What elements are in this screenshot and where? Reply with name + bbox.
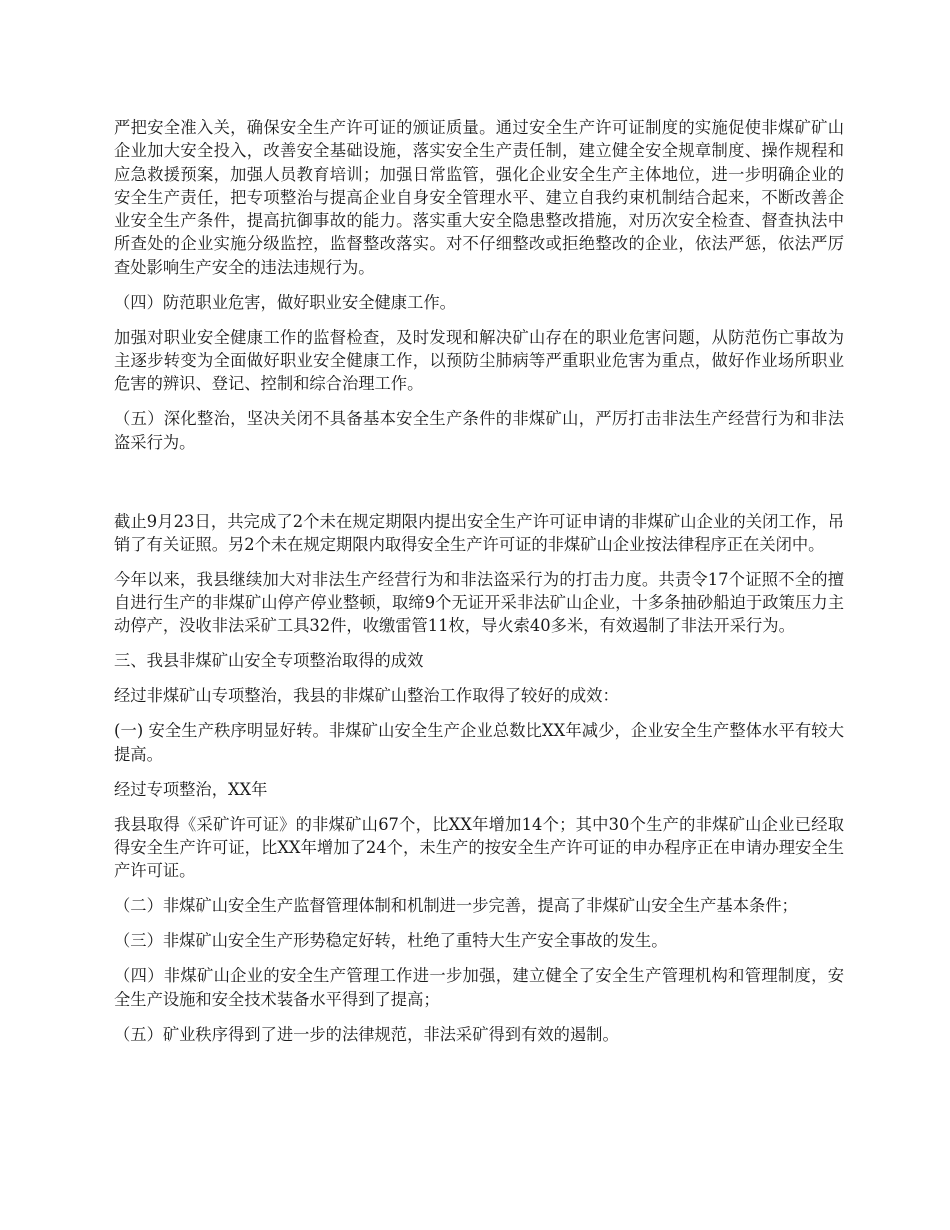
paragraph-result-three: （三）非煤矿山安全生产形势稳定好转，杜绝了重特大生产安全事故的发生。	[114, 931, 668, 951]
paragraph-permits: 我县取得《采矿许可证》的非煤矿山67个，比XX年增加14个；其中30个生产的非煤矿山企业已经取得安全生产许可证，比XX年增加了24个，未生产的按安全生产许可证的申办程序正在申请办理安全生产许可证。	[114, 814, 844, 881]
heading-deepen-rectification: （五）深化整治，坚决关闭不具备基本安全生产条件的非煤矿山，严厉打击非法生产经营行为和非法盗采行为。	[114, 409, 844, 452]
paragraph-result-two: （二）非煤矿山安全生产监督管理体制和机制进一步完善，提高了非煤矿山安全生产基本条件；	[114, 896, 798, 916]
heading-occupational-hazards: （四）防范职业危害，做好职业安全健康工作。	[114, 292, 456, 312]
paragraph-result-four: （四）非煤矿山企业的安全生产管理工作进一步加强，建立健全了安全生产管理机构和管理制度，安全生产设施和安全技术装备水平得到了提高；	[114, 966, 844, 1009]
paragraph-result-five: （五）矿业秩序得到了进一步的法律规范，非法采矿得到有效的遏制。	[114, 1024, 619, 1044]
paragraph-closures: 截止9月23日，共完成了2个未在规定期限内提出安全生产许可证申请的非煤矿山企业的关闭工作，吊销了有关证照。另2个未在规定期限内取得安全生产许可证的非煤矿山企业按法律程序正在关闭中。	[114, 511, 844, 554]
document-page	[114, 116, 844, 1058]
paragraph-safety-access: 严把安全准入关，确保安全生产许可证的颁证质量。通过安全生产许可证制度的实施促使非煤矿矿山企业加大安全投入，改善安全基础设施，落实安全生产责任制，建立健全安全规章制度、操作规程和应急救援预案，加强人员教育培训；加强日常监管，强化企业安全生产主体地位，进一步明确企业的安全生产责任，把专项整治与提高企业自身安全管理水平、建立自我约束机制结合起来，不断改善企业安全生产条件，提高抗御事故的能力。落实重大安全隐患整改措施，对历次安全检查、督查执法中所查处的企业实施分级监控，监督整改落实。对不仔细整改或拒绝整改的企业，依法严惩，依法严厉查处影响生产安全的违法违规行为。	[114, 118, 844, 277]
paragraph-occupational-health: 加强对职业安全健康工作的监督检查，及时发现和解决矿山存在的职业危害问题，从防范伤亡事故为主逐步转变为全面做好职业安全健康工作，以预防尘肺病等严重职业危害为重点，做好作业场所职业危害的辨识、登记、控制和综合治理工作。	[114, 327, 844, 394]
heading-section-three: 三、我县非煤矿山安全专项整治取得的成效	[114, 651, 424, 671]
paragraph-results-intro: 经过非煤矿山专项整治，我县的非煤矿山整治工作取得了较好的成效：	[114, 686, 619, 706]
paragraph-crackdown: 今年以来，我县继续加大对非法生产经营行为和非法盗采行为的打击力度。共责令17个证照不全的擅自进行生产的非煤矿山停产停业整顿，取缔9个无证开采非法矿山企业，十多条抽砂船迫于政策压力主动停产，没收非法采矿工具32件，收缴雷管11枚，导火索40多米，有效遏制了非法开采行为。	[114, 569, 844, 636]
paragraph-result-one: (一) 安全生产秩序明显好转。非煤矿山安全生产企业总数比XX年减少，企业安全生产整体水平有较大提高。	[114, 721, 844, 764]
section-gap	[114, 466, 844, 510]
paragraph-after-rectification: 经过专项整治，XX年	[114, 779, 268, 799]
